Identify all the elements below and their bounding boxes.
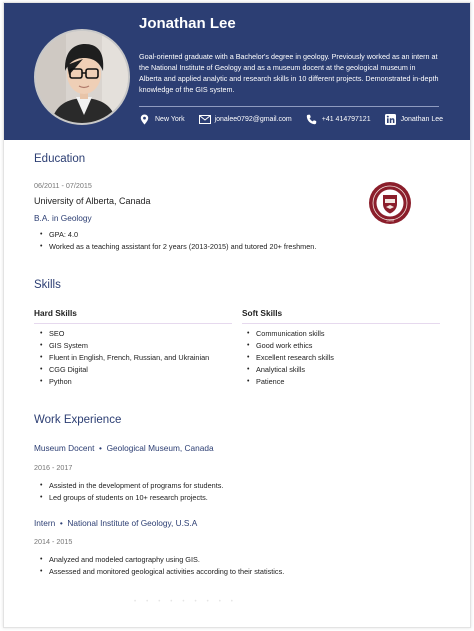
job-organization: Geological Museum, Canada bbox=[106, 443, 214, 453]
job-role: Intern bbox=[34, 518, 56, 528]
contact-email[interactable] bbox=[199, 114, 292, 125]
job-title-2 bbox=[34, 518, 197, 528]
education-bullets bbox=[38, 229, 316, 253]
hard-skills-divider bbox=[34, 323, 232, 324]
footer-watermark-dots: ••••••••• bbox=[134, 599, 243, 605]
list-item: • Python bbox=[38, 376, 209, 388]
list-item: • GIS System bbox=[38, 340, 209, 352]
list-item: • Patience bbox=[245, 376, 334, 388]
candidate-name: Jonathan Lee bbox=[139, 15, 236, 32]
job-role: Museum Docent bbox=[34, 443, 95, 453]
soft-skills-heading: Soft Skills bbox=[242, 308, 283, 318]
contact-bar bbox=[139, 112, 443, 126]
work-experience-heading: Work Experience bbox=[34, 414, 122, 426]
soft-skills-list bbox=[245, 328, 334, 388]
education-school: University of Alberta, Canada bbox=[34, 196, 151, 206]
resume-page bbox=[3, 2, 471, 628]
contact-linkedin[interactable] bbox=[385, 114, 443, 125]
contact-linkedin-text[interactable]: Jonathan Lee bbox=[400, 115, 444, 123]
separator-dot: • bbox=[96, 443, 105, 453]
resume-header bbox=[4, 3, 471, 140]
list-item: • Assisted in the development of programs for students. bbox=[38, 480, 223, 492]
list-item: • SEO bbox=[38, 328, 209, 340]
list-item: • Communication skills bbox=[245, 328, 334, 340]
list-item: • Excellent research skills bbox=[245, 352, 334, 364]
job-date-1: 2016 - 2017 bbox=[34, 463, 73, 472]
profile-photo bbox=[34, 29, 130, 125]
linkedin-icon bbox=[385, 114, 396, 125]
list-item: • Assessed and monitored geological activities according to their statistics. bbox=[38, 566, 284, 578]
list-item: • Led groups of students on 10+ research projects. bbox=[38, 492, 223, 504]
contact-location bbox=[139, 114, 185, 125]
university-seal-logo bbox=[368, 181, 412, 225]
list-item: • Fluent in English, French, Russian, and Ukrainian bbox=[38, 352, 209, 364]
job-organization: National Institute of Geology, U.S.A bbox=[67, 518, 198, 528]
contact-location-text: New York bbox=[155, 115, 185, 123]
list-item: • GPA: 4.0 bbox=[38, 229, 316, 241]
list-item: • Analytical skills bbox=[245, 364, 334, 376]
contact-divider bbox=[139, 106, 439, 107]
profile-summary: Goal-oriented graduate with a Bachelor's degree in geology. Previously worked as an intern at the National Institute of Geology and as a museum docent at the geological museum in Alberta and applied analytic and research skills in 10 different projects. Demonstrated in-depth knowledge of the GIS system. bbox=[139, 52, 439, 94]
skills-heading: Skills bbox=[34, 279, 61, 291]
hard-skills-heading: Hard Skills bbox=[34, 308, 77, 318]
list-item: • Worked as a teaching assistant for 2 years (2013-2015) and tutored 20+ freshmen. bbox=[38, 241, 316, 253]
job-bullets-1 bbox=[38, 480, 223, 504]
education-heading: Education bbox=[34, 153, 86, 165]
phone-icon bbox=[306, 114, 317, 125]
soft-skills-divider bbox=[242, 323, 440, 324]
location-pin-icon bbox=[139, 114, 150, 125]
separator-dot: • bbox=[57, 518, 66, 528]
contact-email-text[interactable]: jonalee0792@gmail.com bbox=[214, 115, 292, 123]
job-bullets-2 bbox=[38, 554, 284, 578]
list-item: • Analyzed and modeled cartography using GIS. bbox=[38, 554, 284, 566]
contact-phone-text[interactable]: +41 414797121 bbox=[321, 115, 371, 123]
hard-skills-list bbox=[38, 328, 209, 388]
job-title-1 bbox=[34, 443, 214, 453]
contact-phone[interactable] bbox=[306, 114, 371, 125]
education-degree: B.A. in Geology bbox=[34, 213, 92, 223]
education-date: 06/2011 - 07/2015 bbox=[34, 181, 92, 190]
list-item: • CGG Digital bbox=[38, 364, 209, 376]
envelope-icon bbox=[199, 114, 210, 125]
seal-year: 1908 bbox=[386, 218, 394, 223]
list-item: • Good work ethics bbox=[245, 340, 334, 352]
job-date-2: 2014 - 2015 bbox=[34, 537, 73, 546]
